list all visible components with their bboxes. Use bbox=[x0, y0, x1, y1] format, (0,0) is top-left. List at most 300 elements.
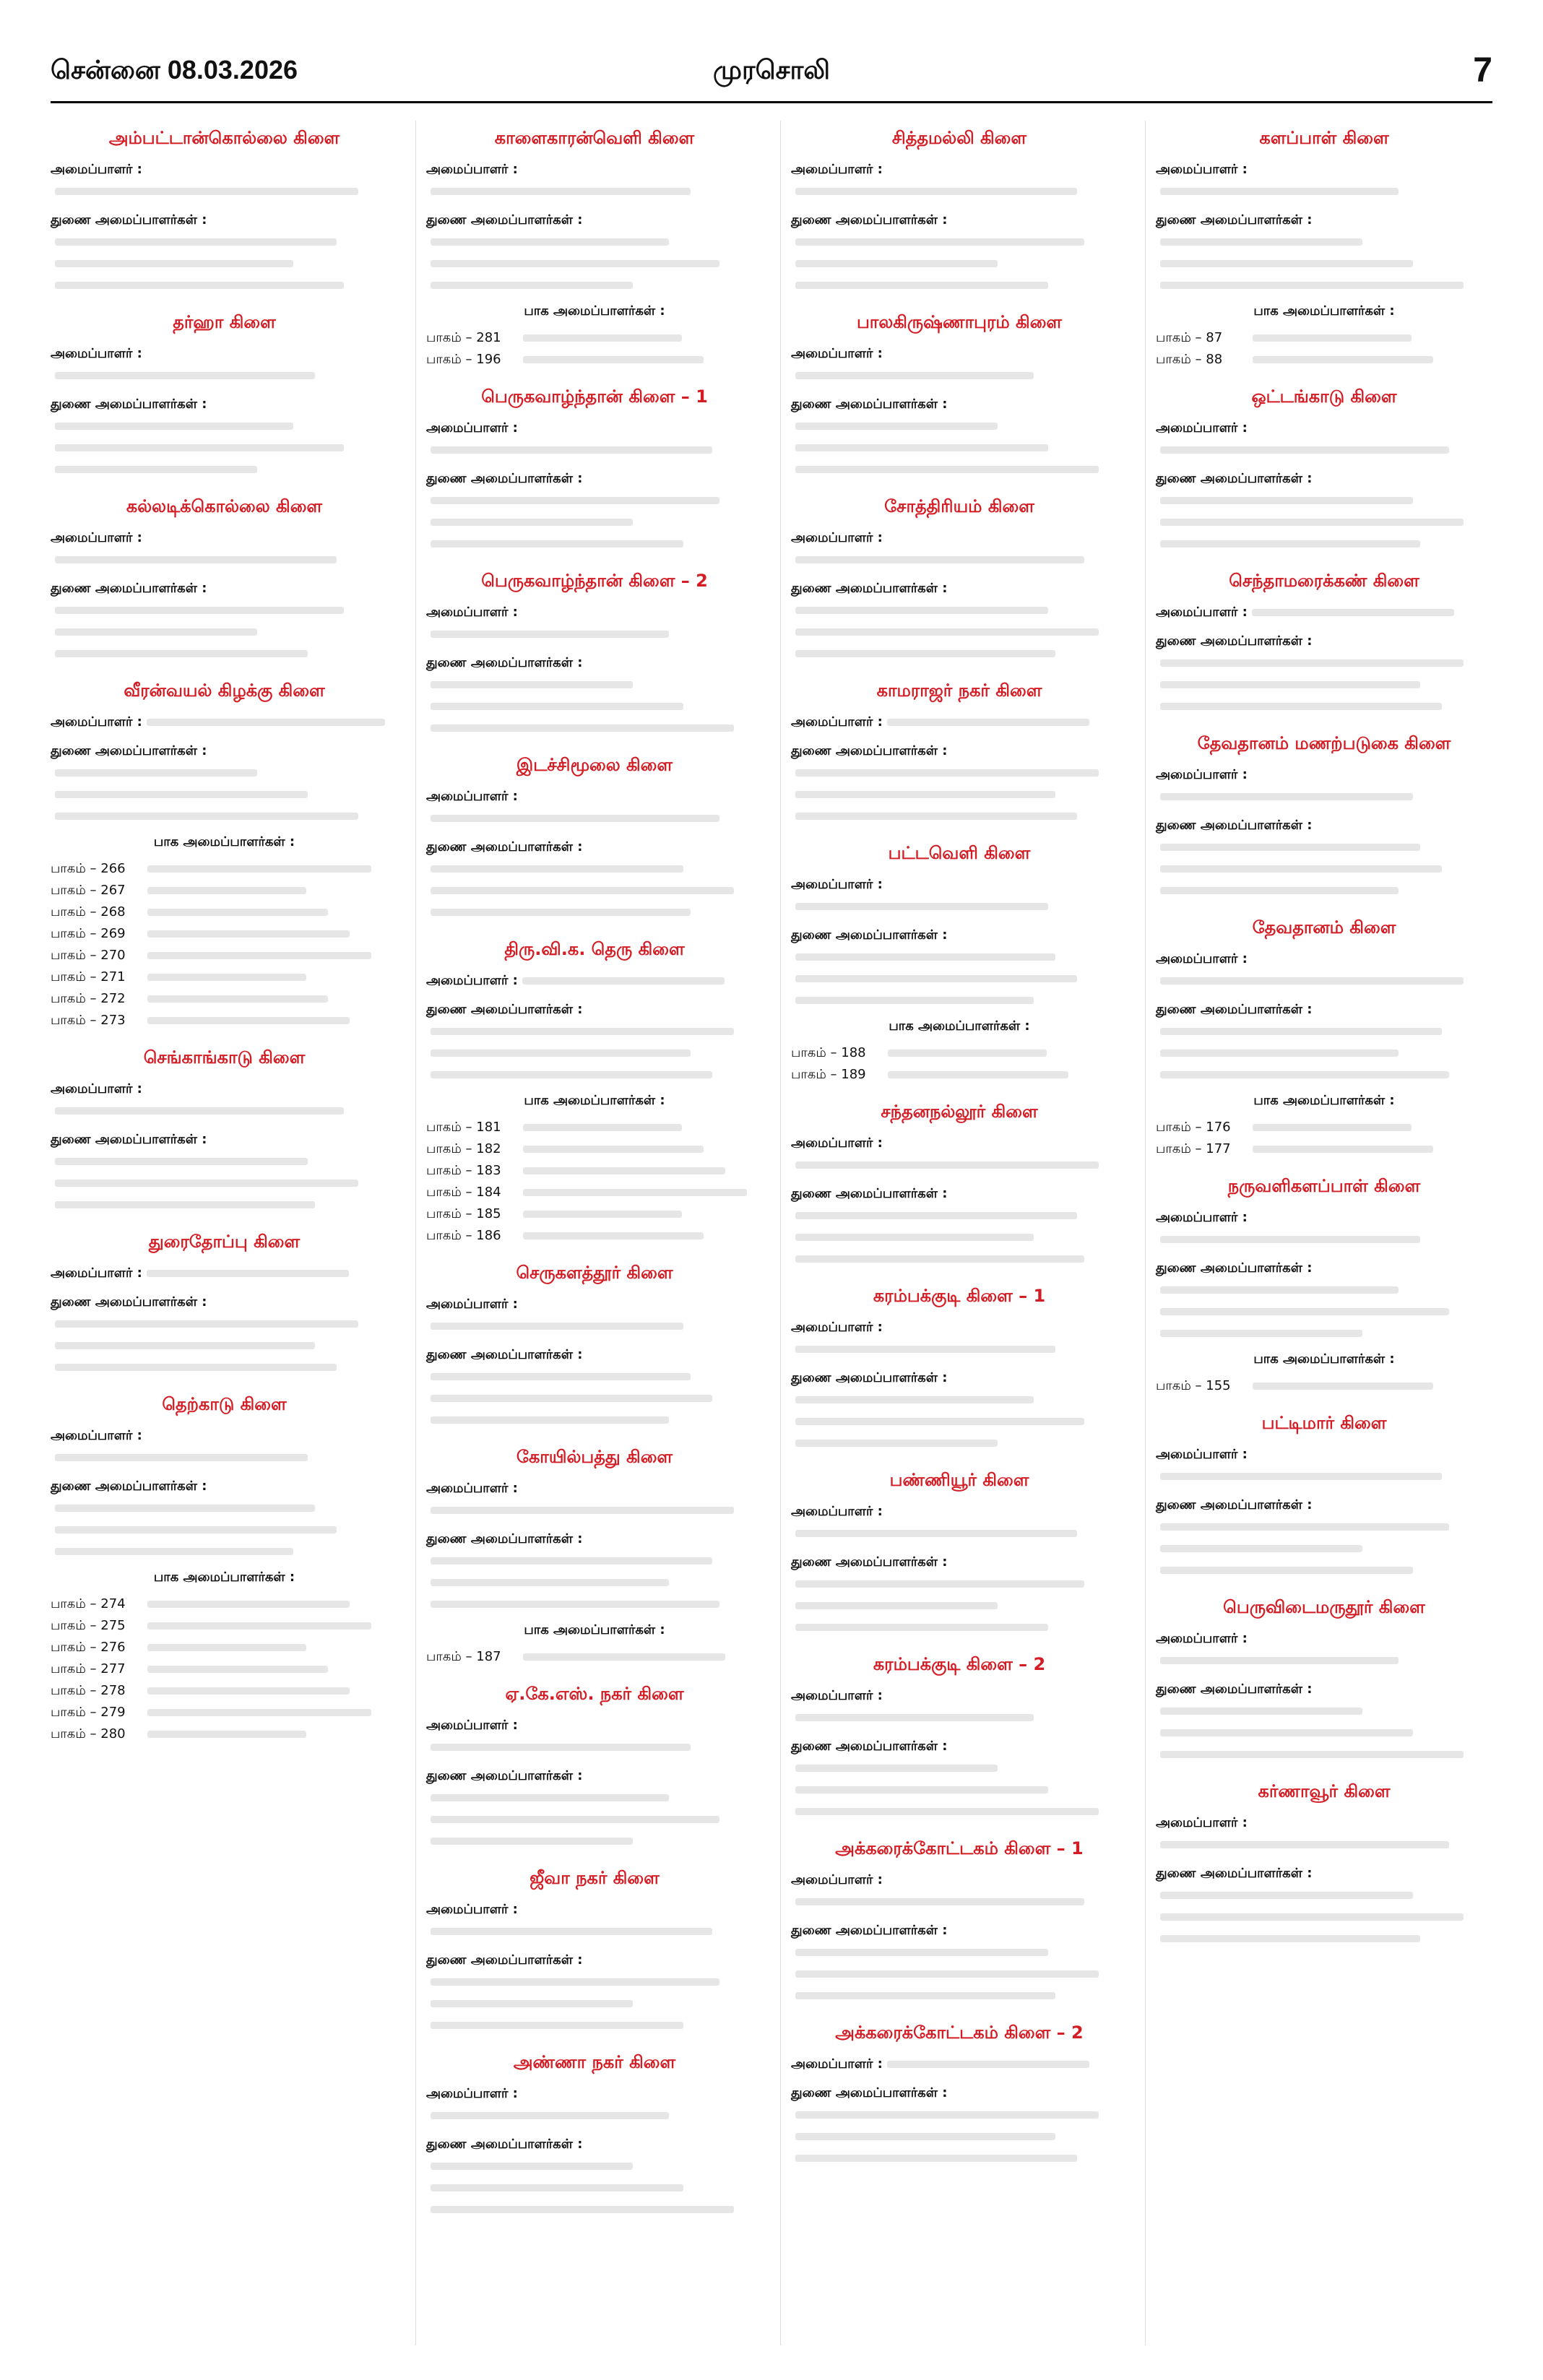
booth-row bbox=[51, 901, 398, 923]
co-organizers-label: துணை அமைப்பாளர்கள் : bbox=[791, 2085, 948, 2100]
organizer-label: அமைப்பாளர் : bbox=[791, 530, 883, 545]
unreadable-text bbox=[431, 1395, 712, 1402]
unreadable-text bbox=[795, 953, 1055, 961]
unreadable-text bbox=[523, 1124, 682, 1131]
booth-id: பாகம் – 196 bbox=[426, 352, 501, 367]
unreadable-text bbox=[1160, 1473, 1442, 1480]
co-organizers-paragraph bbox=[1156, 1494, 1492, 1581]
unreadable-text bbox=[1160, 1708, 1362, 1715]
co-organizers-paragraph bbox=[426, 1950, 763, 2036]
co-organizers-paragraph bbox=[51, 1129, 398, 1216]
booth-organizer-unreadable bbox=[1248, 1117, 1492, 1138]
branch-title: பட்டவெளி கிளை bbox=[888, 843, 1031, 863]
branch-section bbox=[426, 571, 763, 739]
co-organizers-label: துணை அமைப்பாளர்கள் : bbox=[426, 1002, 583, 1017]
unreadable-text bbox=[431, 909, 691, 916]
unreadable-text bbox=[431, 497, 719, 504]
organizer-label: அமைப்பாளர் : bbox=[51, 530, 142, 545]
unreadable-text bbox=[147, 1270, 349, 1277]
unreadable-text bbox=[795, 1255, 1084, 1263]
branch-section bbox=[426, 1684, 763, 1852]
co-organizers-label: துணை அமைப்பாளர்கள் : bbox=[791, 1923, 948, 1938]
unreadable-text bbox=[55, 282, 344, 289]
co-organizers-label: துணை அமைப்பாளர்கள் : bbox=[791, 743, 948, 758]
branch-section bbox=[1156, 128, 1492, 371]
organizer-label: அமைப்பாளர் : bbox=[791, 1320, 883, 1335]
unreadable-text bbox=[795, 1418, 1084, 1425]
unreadable-text bbox=[887, 719, 1089, 726]
unreadable-text bbox=[147, 719, 385, 726]
booth-id: பாகம் – 88 bbox=[1156, 352, 1223, 367]
unreadable-text bbox=[795, 2133, 1055, 2140]
unreadable-text bbox=[795, 607, 1048, 614]
unreadable-text bbox=[795, 1580, 1084, 1588]
unreadable-text bbox=[431, 681, 633, 688]
organizer-paragraph bbox=[791, 159, 1128, 202]
unreadable-text bbox=[1160, 681, 1420, 688]
booth-organizer-unreadable bbox=[519, 1160, 763, 1182]
unreadable-text bbox=[431, 188, 691, 195]
organizer-label: அமைப்பாளர் : bbox=[426, 420, 518, 436]
booth-id: பாகம் – 267 bbox=[51, 883, 126, 898]
co-organizers-label: துணை அமைப்பாளர்கள் : bbox=[1156, 1497, 1313, 1513]
organizer-paragraph bbox=[426, 1478, 763, 1521]
unreadable-text bbox=[431, 2112, 669, 2119]
co-organizers-paragraph bbox=[426, 836, 763, 923]
content-columns bbox=[51, 121, 1492, 2345]
branch-title: செந்தாமரைக்கண் கிளை bbox=[1229, 571, 1419, 591]
booth-row bbox=[51, 1702, 398, 1723]
booth-id: பாகம் – 187 bbox=[426, 1649, 501, 1664]
co-organizers-paragraph bbox=[791, 2082, 1128, 2169]
unreadable-text bbox=[55, 607, 344, 614]
unreadable-text bbox=[431, 1416, 669, 1424]
organizer-label: அமைப்பாளர் : bbox=[1156, 162, 1248, 177]
branch-title: வீரன்வயல் கிழக்கு கிளை bbox=[124, 680, 325, 701]
branch-section bbox=[426, 386, 763, 555]
unreadable-text bbox=[1160, 238, 1362, 246]
branch-section bbox=[1156, 1781, 1492, 1950]
booth-organizers-title: பாக அமைப்பாளர்கள் : bbox=[1253, 1093, 1395, 1108]
branch-section bbox=[791, 680, 1128, 827]
unreadable-text bbox=[431, 238, 669, 246]
unreadable-text bbox=[147, 952, 371, 959]
unreadable-text bbox=[1253, 1124, 1412, 1131]
organizer-paragraph bbox=[1156, 948, 1492, 992]
co-organizers-label: துணை அமைப்பாளர்கள் : bbox=[426, 1768, 583, 1783]
branch-title: துரைதோப்பு கிளை bbox=[148, 1232, 301, 1252]
unreadable-text bbox=[147, 930, 350, 938]
unreadable-text bbox=[147, 995, 328, 1003]
co-organizers-paragraph bbox=[426, 1765, 763, 1852]
booth-organizer-unreadable bbox=[883, 1064, 1128, 1086]
co-organizers-paragraph bbox=[1156, 1258, 1492, 1344]
booth-id: பாகம் – 279 bbox=[51, 1705, 126, 1720]
booth-id: பாகம் – 266 bbox=[51, 861, 126, 876]
branch-section bbox=[791, 1286, 1128, 1454]
branch-title: தர்ஹா கிளை bbox=[173, 312, 276, 332]
unreadable-text bbox=[795, 1992, 1055, 1999]
branch-section bbox=[51, 1394, 398, 1745]
booth-row bbox=[51, 945, 398, 966]
co-organizers-paragraph bbox=[791, 1920, 1128, 2007]
unreadable-text bbox=[431, 1838, 633, 1845]
unreadable-text bbox=[795, 1624, 1048, 1631]
unreadable-text bbox=[55, 1364, 337, 1371]
unreadable-text bbox=[523, 1653, 725, 1661]
unreadable-text bbox=[431, 1507, 734, 1514]
branch-section bbox=[51, 312, 398, 480]
unreadable-text bbox=[55, 1342, 315, 1349]
branch-title: தேவதானம் மணற்படுகை கிளை bbox=[1197, 733, 1451, 753]
unreadable-text bbox=[431, 1323, 683, 1330]
unreadable-text bbox=[431, 540, 683, 548]
unreadable-text bbox=[1160, 540, 1420, 548]
unreadable-text bbox=[147, 865, 371, 873]
unreadable-text bbox=[1160, 659, 1464, 667]
unreadable-text bbox=[55, 1201, 315, 1208]
co-organizers-label: துணை அமைப்பாளர்கள் : bbox=[791, 1739, 948, 1754]
organizer-label: அமைப்பாளர் : bbox=[791, 714, 883, 730]
unreadable-text bbox=[1253, 1382, 1433, 1390]
co-organizers-paragraph bbox=[1156, 468, 1492, 555]
unreadable-text bbox=[795, 1949, 1048, 1956]
column-1 bbox=[51, 121, 398, 2345]
organizer-label: அமைப்பாளர் : bbox=[51, 1265, 142, 1281]
co-organizers-label: துணை அமைப்பாளர்கள் : bbox=[426, 655, 583, 670]
organizer-label: அமைப்பாளர் : bbox=[1156, 767, 1248, 782]
organizer-label: அமைப்பாளர் : bbox=[1156, 1447, 1248, 1462]
co-organizers-paragraph bbox=[1156, 1679, 1492, 1765]
branch-section bbox=[426, 1263, 763, 1431]
organizer-paragraph bbox=[1156, 602, 1492, 623]
unreadable-text bbox=[1160, 1913, 1464, 1921]
unreadable-text bbox=[795, 1786, 1048, 1793]
unreadable-text bbox=[795, 975, 1077, 982]
unreadable-text bbox=[1160, 1545, 1362, 1552]
booth-organizer-unreadable bbox=[143, 1680, 398, 1702]
branch-title: நருவளிகளப்பாள் கிளை bbox=[1227, 1176, 1421, 1196]
unreadable-text bbox=[1160, 887, 1399, 894]
unreadable-text bbox=[431, 2163, 633, 2170]
booth-organizer-unreadable bbox=[1248, 327, 1492, 349]
unreadable-text bbox=[1160, 260, 1413, 267]
organizer-label: அமைப்பாளர் : bbox=[791, 2056, 883, 2072]
organizer-label: அமைப்பாளர் : bbox=[426, 2086, 518, 2101]
co-organizers-label: துணை அமைப்பாளர்கள் : bbox=[791, 397, 948, 412]
unreadable-text bbox=[795, 188, 1077, 195]
unreadable-text bbox=[1160, 1330, 1362, 1337]
unreadable-text bbox=[147, 1601, 350, 1608]
organizer-label: அமைப்பாளர் : bbox=[1156, 951, 1248, 966]
unreadable-text bbox=[147, 1666, 328, 1673]
branch-title: பட்டிமார் கிளை bbox=[1261, 1413, 1387, 1433]
organizer-label: அமைப்பாளர் : bbox=[791, 1135, 883, 1151]
branch-title: ஒட்டங்காடு கிளை bbox=[1251, 386, 1397, 407]
organizer-label: அமைப்பாளர் : bbox=[426, 1297, 518, 1312]
unreadable-text bbox=[55, 1158, 308, 1165]
booth-id: பாகம் – 184 bbox=[426, 1185, 501, 1200]
unreadable-text bbox=[431, 2000, 633, 2007]
organizer-label: அமைப்பாளர் : bbox=[426, 789, 518, 804]
unreadable-text bbox=[795, 1440, 998, 1447]
co-organizers-paragraph bbox=[1156, 1863, 1492, 1950]
unreadable-text bbox=[795, 2155, 1077, 2162]
organizer-paragraph bbox=[426, 970, 763, 992]
co-organizers-paragraph bbox=[426, 652, 763, 739]
unreadable-text bbox=[523, 1146, 704, 1153]
organizer-paragraph bbox=[1156, 1207, 1492, 1250]
unreadable-text bbox=[55, 628, 257, 636]
branch-title: களப்பாள் கிளை bbox=[1259, 128, 1389, 148]
unreadable-text bbox=[1160, 1729, 1413, 1736]
unreadable-text bbox=[55, 791, 308, 798]
co-organizers-label: துணை அமைப்பாளர்கள் : bbox=[791, 927, 948, 943]
branch-title: பெருவிடைமருதூர் கிளை bbox=[1223, 1597, 1425, 1617]
unreadable-text bbox=[795, 1970, 1099, 1978]
organizer-label: அமைப்பாளர் : bbox=[426, 605, 518, 620]
booth-organizer-unreadable bbox=[519, 349, 763, 371]
booth-id: பாகம் – 277 bbox=[51, 1661, 126, 1676]
unreadable-text bbox=[147, 909, 328, 916]
branch-section bbox=[791, 496, 1128, 665]
organizer-paragraph bbox=[791, 1501, 1128, 1544]
booth-row bbox=[51, 880, 398, 901]
co-organizers-label: துணை அமைப்பாளர்கள் : bbox=[426, 1347, 583, 1362]
branch-title: திரு.வி.க. தெரு கிளை bbox=[504, 939, 685, 959]
organizer-paragraph bbox=[426, 602, 763, 645]
unreadable-text bbox=[1160, 1523, 1449, 1531]
unreadable-text bbox=[1160, 1308, 1449, 1315]
unreadable-text bbox=[522, 977, 725, 985]
unreadable-text bbox=[795, 282, 1048, 289]
booth-row bbox=[51, 1723, 398, 1745]
unreadable-text bbox=[55, 813, 358, 820]
unreadable-text bbox=[1160, 497, 1413, 504]
organizer-paragraph bbox=[1156, 159, 1492, 202]
unreadable-text bbox=[795, 238, 1084, 246]
booth-organizer-unreadable bbox=[143, 988, 398, 1010]
organizer-paragraph bbox=[1156, 1628, 1492, 1671]
co-organizers-label: துணை அமைப்பாளர்கள் : bbox=[426, 1531, 583, 1546]
unreadable-text bbox=[55, 769, 257, 776]
unreadable-text bbox=[55, 423, 293, 430]
organizer-label: அமைப்பாளர் : bbox=[426, 1718, 518, 1733]
booth-id: பாகம் – 281 bbox=[426, 330, 501, 345]
co-organizers-paragraph bbox=[51, 1476, 398, 1562]
unreadable-text bbox=[1160, 1236, 1420, 1243]
co-organizers-label: துணை அமைப்பாளர்கள் : bbox=[791, 212, 948, 228]
co-organizers-paragraph bbox=[426, 999, 763, 1086]
booth-row bbox=[51, 966, 398, 988]
booth-organizer-unreadable bbox=[143, 1723, 398, 1745]
booth-organizer-unreadable bbox=[519, 1203, 763, 1225]
masthead bbox=[51, 51, 1492, 103]
booth-organizer-unreadable bbox=[143, 1658, 398, 1680]
booth-row bbox=[51, 1658, 398, 1680]
unreadable-text bbox=[431, 1744, 691, 1751]
booth-organizer-unreadable bbox=[143, 923, 398, 945]
booth-organizer-unreadable bbox=[143, 1702, 398, 1723]
unreadable-text bbox=[888, 1071, 1068, 1078]
co-organizers-label: துணை அமைப்பாளர்கள் : bbox=[51, 743, 207, 758]
branch-section bbox=[791, 1470, 1128, 1638]
unreadable-text bbox=[431, 1601, 719, 1608]
co-organizers-paragraph bbox=[791, 740, 1128, 827]
booth-organizer-unreadable bbox=[143, 858, 398, 880]
branch-section bbox=[426, 2052, 763, 2220]
branch-title: கரம்பக்குடி கிளை – 2 bbox=[873, 1654, 1046, 1674]
unreadable-text bbox=[431, 446, 712, 454]
booth-organizer-unreadable bbox=[143, 945, 398, 966]
organizer-paragraph bbox=[426, 1715, 763, 1758]
masthead-paper-name: முரசொலி bbox=[713, 55, 830, 85]
co-organizers-paragraph bbox=[426, 1344, 763, 1431]
co-organizers-paragraph bbox=[51, 1291, 398, 1378]
branch-section bbox=[1156, 1413, 1492, 1581]
co-organizers-label: துணை அமைப்பாளர்கள் : bbox=[1156, 1682, 1313, 1697]
unreadable-text bbox=[55, 650, 308, 657]
unreadable-text bbox=[795, 260, 998, 267]
branch-section bbox=[1156, 571, 1492, 717]
co-organizers-label: துணை அமைப்பாளர்கள் : bbox=[51, 397, 207, 412]
unreadable-text bbox=[431, 865, 683, 873]
booth-organizer-unreadable bbox=[143, 901, 398, 923]
booth-id: பாகம் – 176 bbox=[1156, 1120, 1231, 1135]
booth-id: பாகம் – 268 bbox=[51, 904, 126, 919]
booth-row bbox=[426, 327, 763, 349]
unreadable-text bbox=[523, 334, 682, 342]
co-organizers-paragraph bbox=[1156, 999, 1492, 1086]
unreadable-text bbox=[795, 372, 1034, 379]
branch-section bbox=[426, 128, 763, 371]
unreadable-text bbox=[55, 1505, 315, 1512]
booth-organizer-unreadable bbox=[519, 1225, 763, 1247]
co-organizers-paragraph bbox=[1156, 815, 1492, 901]
organizer-label: அமைப்பாளர் : bbox=[791, 1688, 883, 1703]
booth-id: பாகம் – 87 bbox=[1156, 330, 1223, 345]
unreadable-text bbox=[1160, 1286, 1399, 1294]
unreadable-text bbox=[1253, 1146, 1433, 1153]
unreadable-text bbox=[795, 628, 1099, 636]
booth-id: பாகம் – 276 bbox=[51, 1640, 126, 1655]
unreadable-text bbox=[795, 650, 1055, 657]
booth-row bbox=[426, 1203, 763, 1225]
branch-section bbox=[791, 128, 1128, 296]
unreadable-text bbox=[1160, 1935, 1420, 1942]
booth-id: பாகம் – 188 bbox=[791, 1045, 866, 1060]
branch-section bbox=[51, 1232, 398, 1378]
unreadable-text bbox=[431, 260, 719, 267]
booth-row bbox=[51, 1615, 398, 1637]
branch-title: அம்பட்டான்கொல்லை கிளை bbox=[108, 128, 340, 148]
branch-section bbox=[791, 2022, 1128, 2169]
branch-title: பெருகவாழ்ந்தான் கிளை – 1 bbox=[481, 386, 708, 407]
unreadable-text bbox=[1160, 1841, 1449, 1848]
booth-id: பாகம் – 272 bbox=[51, 991, 126, 1006]
co-organizers-paragraph bbox=[791, 925, 1128, 1011]
unreadable-text bbox=[147, 974, 306, 981]
unreadable-text bbox=[795, 813, 1077, 820]
booth-organizer-unreadable bbox=[519, 1138, 763, 1160]
unreadable-text bbox=[431, 282, 633, 289]
booth-id: பாகம் – 280 bbox=[51, 1726, 126, 1741]
booth-organizer-unreadable bbox=[1248, 349, 1492, 371]
booth-organizers-title: பாக அமைப்பாளர்கள் : bbox=[524, 303, 665, 319]
branch-section bbox=[791, 1654, 1128, 1822]
unreadable-text bbox=[523, 1189, 747, 1196]
unreadable-text bbox=[55, 372, 315, 379]
co-organizers-label: துணை அமைப்பாளர்கள் : bbox=[426, 1952, 583, 1968]
booth-row bbox=[1156, 327, 1492, 349]
co-organizers-label: துணை அமைப்பாளர்கள் : bbox=[791, 1554, 948, 1570]
branch-section bbox=[426, 1868, 763, 2036]
booth-row bbox=[426, 349, 763, 371]
branch-title: பெருகவாழ்ந்தான் கிளை – 2 bbox=[481, 571, 708, 591]
co-organizers-paragraph bbox=[426, 468, 763, 555]
unreadable-text bbox=[1160, 977, 1464, 985]
branch-section bbox=[1156, 917, 1492, 1160]
organizer-paragraph bbox=[791, 1133, 1128, 1176]
booth-id: பாகம் – 177 bbox=[1156, 1141, 1231, 1156]
unreadable-text bbox=[431, 1794, 669, 1801]
unreadable-text bbox=[147, 1709, 371, 1716]
unreadable-text bbox=[795, 1602, 998, 1609]
co-organizers-paragraph bbox=[791, 1183, 1128, 1270]
unreadable-text bbox=[431, 1816, 719, 1823]
organizer-label: அமைப்பாளர் : bbox=[791, 877, 883, 892]
co-organizers-label: துணை அமைப்பாளர்கள் : bbox=[1156, 212, 1313, 228]
organizer-paragraph bbox=[791, 527, 1128, 571]
branch-title: கோயில்பத்து கிளை bbox=[516, 1447, 673, 1467]
co-organizers-paragraph bbox=[791, 578, 1128, 665]
booth-row bbox=[51, 1593, 398, 1615]
unreadable-text bbox=[431, 2184, 683, 2191]
unreadable-text bbox=[431, 1373, 691, 1380]
organizer-paragraph bbox=[791, 1869, 1128, 1913]
organizer-paragraph bbox=[51, 711, 398, 733]
unreadable-text bbox=[431, 1579, 669, 1586]
column-4 bbox=[1145, 121, 1492, 2345]
co-organizers-label: துணை அமைப்பாளர்கள் : bbox=[426, 839, 583, 854]
unreadable-text bbox=[888, 1050, 1047, 1057]
booth-organizers-title: பாக அமைப்பாளர்கள் : bbox=[524, 1622, 665, 1637]
organizer-paragraph bbox=[51, 1263, 398, 1284]
booth-organizer-unreadable bbox=[519, 327, 763, 349]
unreadable-text bbox=[431, 1557, 712, 1565]
co-organizers-label: துணை அமைப்பாளர்கள் : bbox=[1156, 1260, 1313, 1276]
booth-row bbox=[51, 1010, 398, 1031]
branch-title: கரம்பக்குடி கிளை – 1 bbox=[873, 1286, 1046, 1306]
co-organizers-paragraph bbox=[791, 1367, 1128, 1454]
organizer-paragraph bbox=[426, 1294, 763, 1337]
booth-organizer-unreadable bbox=[519, 1646, 763, 1668]
booth-id: பாகம் – 185 bbox=[426, 1206, 501, 1221]
branch-title: தெற்காடு கிளை bbox=[162, 1394, 287, 1414]
organizer-label: அமைப்பாளர் : bbox=[51, 346, 142, 361]
unreadable-text bbox=[55, 444, 344, 451]
branch-section bbox=[1156, 1597, 1492, 1765]
co-organizers-paragraph bbox=[51, 578, 398, 665]
co-organizers-label: துணை அமைப்பாளர்கள் : bbox=[1156, 633, 1313, 649]
branch-section bbox=[1156, 1176, 1492, 1397]
unreadable-text bbox=[431, 1928, 712, 1935]
booth-organizer-unreadable bbox=[883, 1042, 1128, 1064]
branch-section bbox=[51, 128, 398, 296]
booth-row bbox=[51, 1637, 398, 1658]
co-organizers-label: துணை அமைப்பாளர்கள் : bbox=[51, 1479, 207, 1494]
booth-id: பாகம் – 186 bbox=[426, 1228, 501, 1243]
